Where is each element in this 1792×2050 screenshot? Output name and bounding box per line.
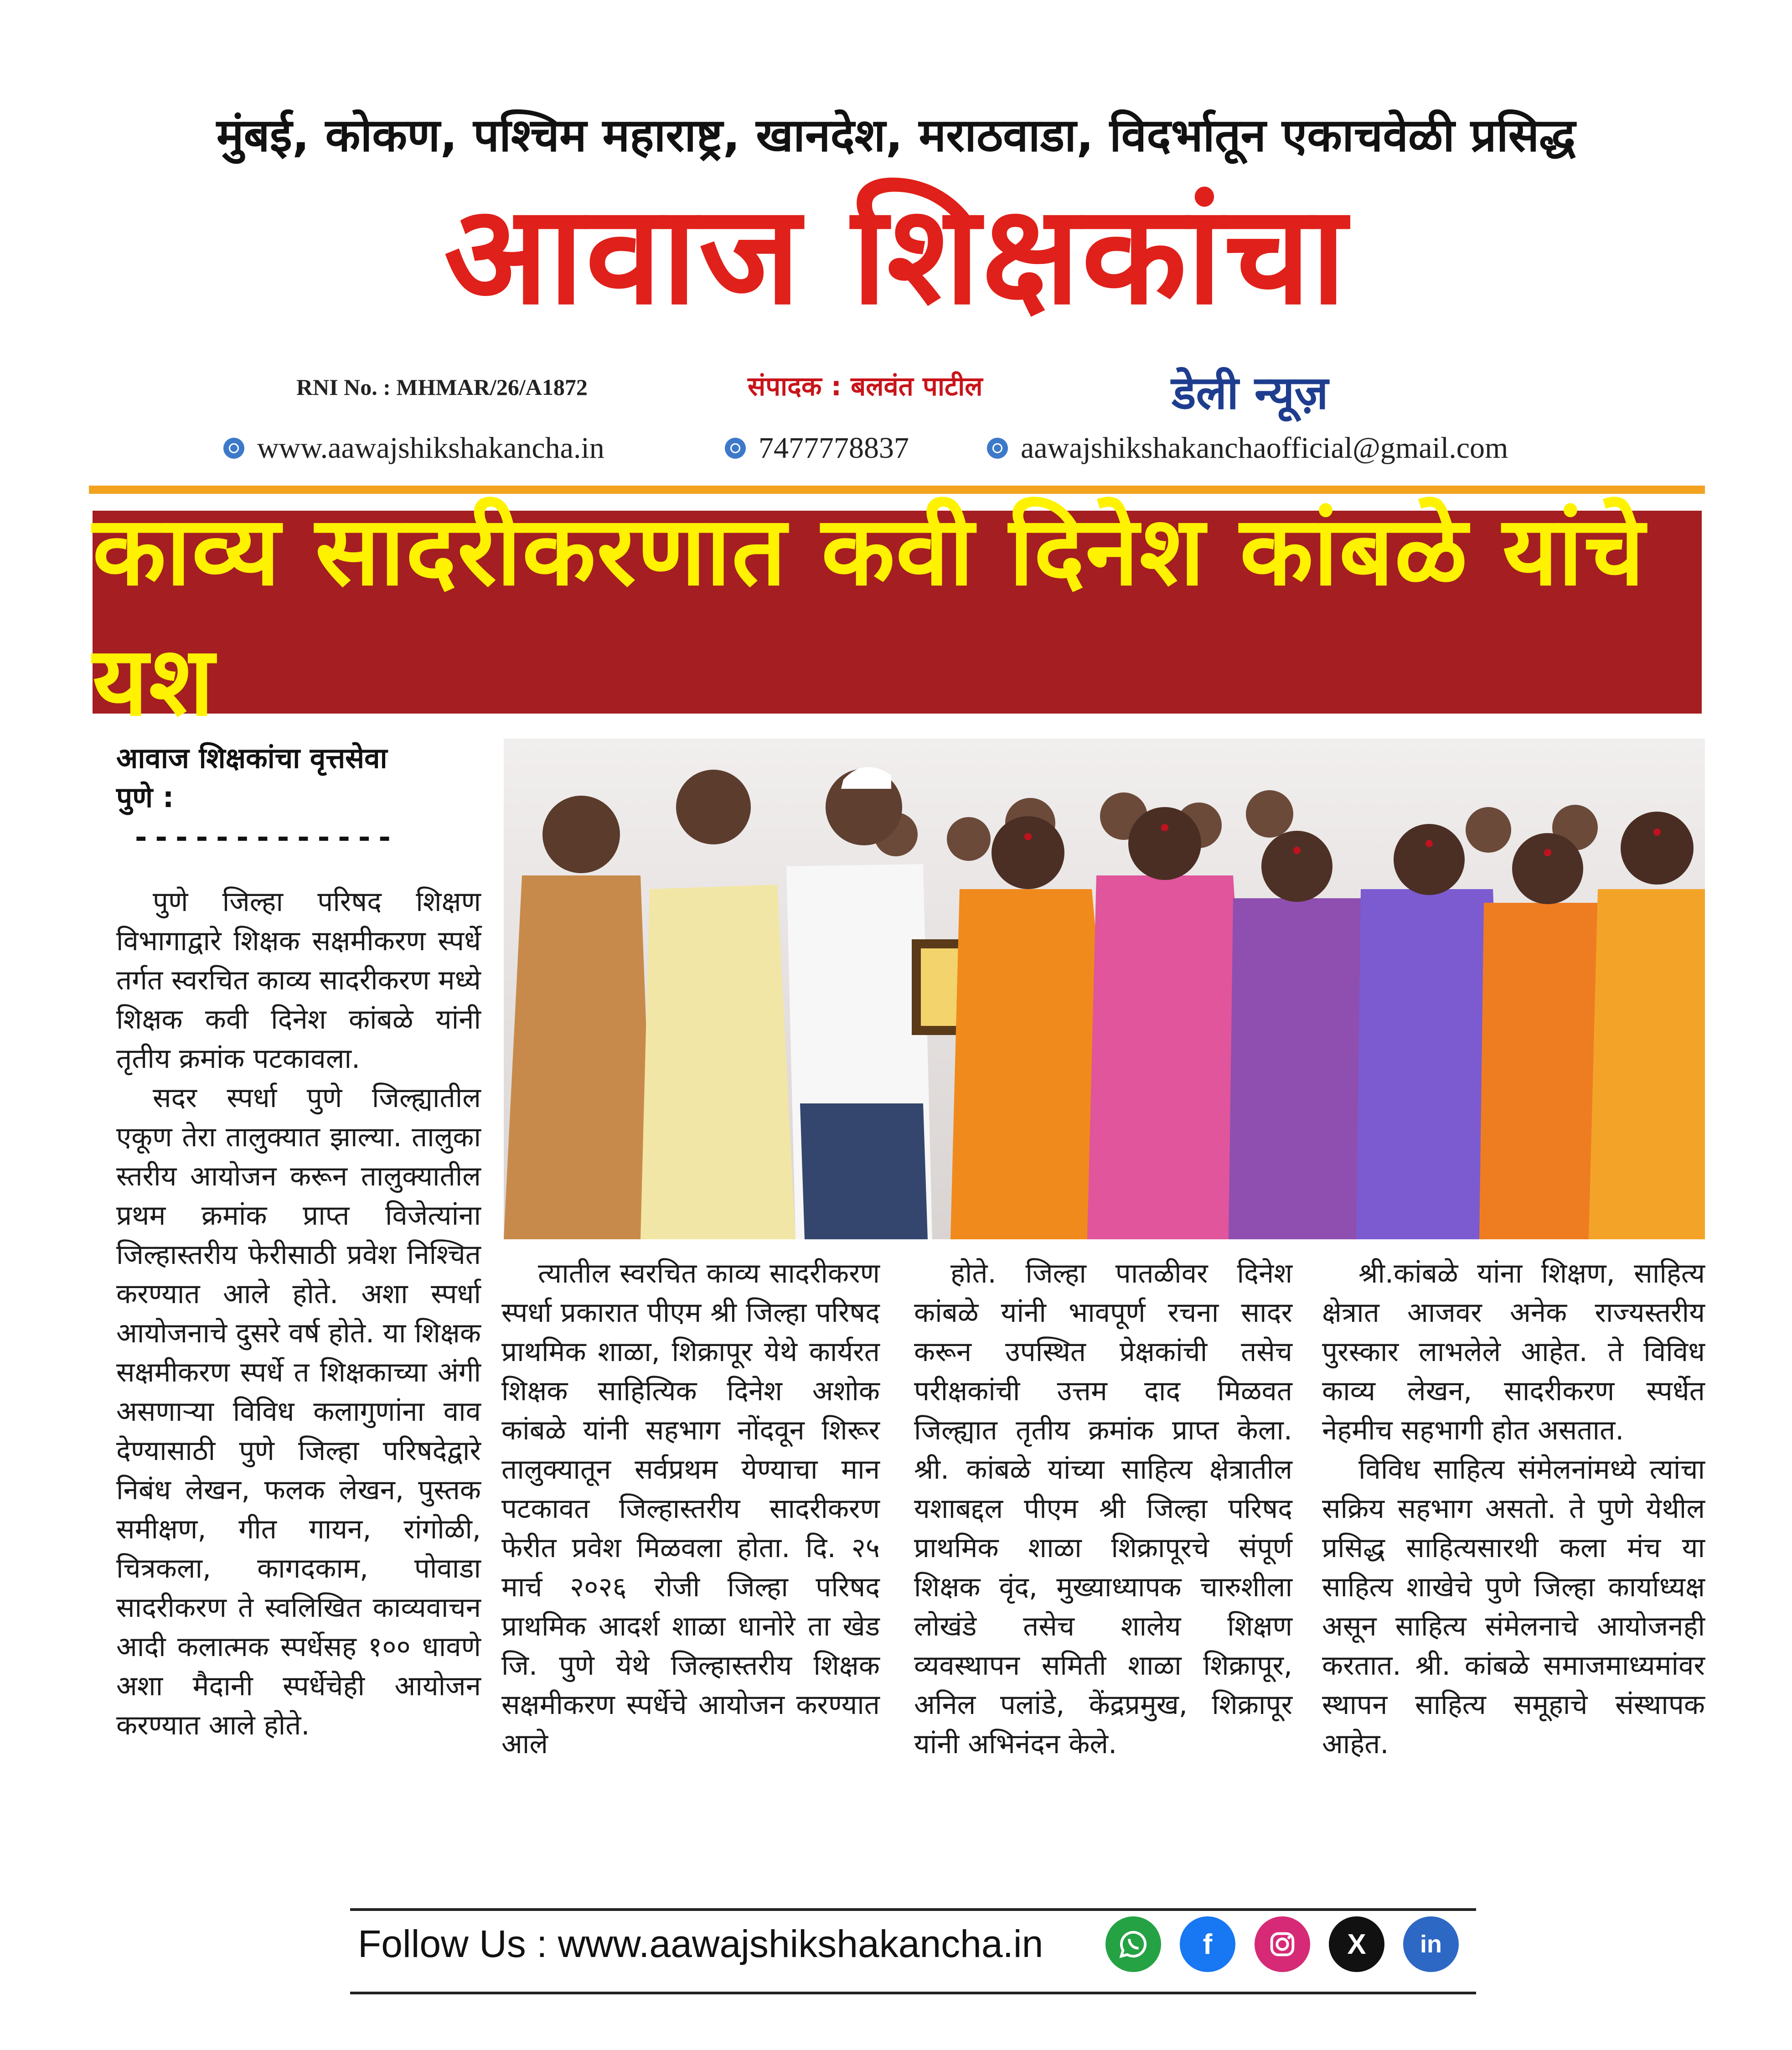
email-text: aawajshikshakanchaofficial@gmail.com xyxy=(1021,431,1508,465)
footer-bottom-rule xyxy=(350,1992,1476,1994)
phone-text: 7477778837 xyxy=(759,431,909,465)
paragraph: सदर स्पर्धा पुणे जिल्ह्यातील एकूण तेरा तालुक्यात झाल्या. तालुका स्तरीय आयोजन करून तालुक्यातील प्रथम क्रमांक प्राप्त विजेत्यांना जिल्हास्तरीय फेरीसाठी प्रवेश निश्चित करण्यात आले होते. अशा स्पर्धा आयोजनाचे दुसरे वर्ष होते. या शिक्षक सक्षमीकरण स्पर्धे त शिक्षकाच्या अंगी असणाऱ्या विविध कलागुणांना वाव देण्यासाठी पुणे जिल्हा परिषदेद्वारे निबंध लेखन, फलक लेखन, पुस्तक समीक्षण, गीत गायन, रांगोळी, चित्रकला, कागदकाम, पोवाडा सादरीकरण ते स्वलिखित काव्यवाचन आदी कलात्मक स्पर्धेसह १०० धावणे अशा मैदानी स्पर्धेचेही आयोजन करण्यात आले होते. xyxy=(116,1082,481,1741)
article-column-1 xyxy=(116,882,481,1745)
photo-illustration xyxy=(504,739,1705,1239)
article-column-3 xyxy=(914,1254,1292,1764)
paragraph: होते. जिल्हा पातळीवर दिनेश कांबळे यांनी भावपूर्ण रचना सादर करून उपस्थित प्रेक्षकांची तसेच परीक्षकांची उत्तम दाद मिळवत जिल्ह्यात तृतीय क्रमांक प्राप्त केला. श्री. कांबळे यांच्या साहित्य क्षेत्रातील यशाबद्दल पीएम श्री जिल्हा परिषद प्राथमिक शाळा शिक्रापूरचे संपूर्ण शिक्षक वृंद, मुख्याध्यापक चारुशीला लोखंडे तसेच शालेय शिक्षण व्यवस्थापन समिती शाळा शिक्रापूर, अनिल पलांडे, केंद्रप्रमुख, शिक्रापूर यांनी अभिनंदन केले. xyxy=(914,1258,1292,1760)
website-text: www.aawajshikshakancha.in xyxy=(257,431,604,465)
paragraph: श्री.कांबळे यांना शिक्षण, साहित्य क्षेत्रात आजवर अनेक राज्यस्तरीय पुरस्कार लाभलेले आहेत. ते विविध काव्य लेखन, सादरीकरण स्पर्धेत नेहमीच सहभागी होत असतात. xyxy=(1322,1258,1705,1446)
paragraph: पुणे जिल्हा परिषद शिक्षण विभागाद्वारे शिक्षक सक्षमीकरण स्पर्धे तर्गत स्वरचित काव्य सादरीकरण मध्ये शिक्षक कवी दिनेश कांबळे यांनी तृतीय क्रमांक पटकावला. xyxy=(116,886,481,1075)
x-icon[interactable]: X xyxy=(1329,1916,1384,1972)
daily-news-label: डेली न्यूज़ xyxy=(1172,366,1328,419)
byline-divider: ------------- xyxy=(132,821,396,854)
email-icon xyxy=(987,438,1008,459)
follow-us-text[interactable]: Follow Us : www.aawajshikshakancha.in xyxy=(358,1922,1043,1965)
byline xyxy=(116,739,481,817)
award-ceremony-photo xyxy=(504,739,1705,1239)
footer-top-rule xyxy=(350,1908,1476,1911)
phone-contact[interactable] xyxy=(725,431,909,466)
tagline: मुंबई, कोकण, पश्चिम महाराष्ट्र, खानदेश, मराठवाडा, विदर्भातून एकाचवेळी प्रसिद्ध xyxy=(216,109,1576,162)
linkedin-icon[interactable]: in xyxy=(1403,1916,1459,1972)
whatsapp-icon[interactable] xyxy=(1105,1916,1161,1972)
rni-number: RNI No. : MHMAR/26/A1872 xyxy=(296,374,588,400)
instagram-icon[interactable] xyxy=(1255,1916,1310,1972)
paragraph: त्यातील स्वरचित काव्य सादरीकरण स्पर्धा प्रकारात पीएम श्री जिल्हा परिषद प्राथमिक शाळा, शिक्रापूर येथे कार्यरत शिक्षक साहित्यिक दिनेश अशोक कांबळे यांनी सहभाग नोंदवून शिरूर तालुक्यातून सर्वप्रथम येण्याचा मान पटकावत जिल्हास्तरीय सादरीकरण फेरीत प्रवेश मिळवला होता. दि. २५ मार्च २०२६ रोजी जिल्हा परिषद प्राथमिक आदर्श शाळा धानोरे ता खेड जि. पुणे येथे जिल्हास्तरीय शिक्षक सक्षमीकरण स्पर्धेचे आयोजन करण्यात आले xyxy=(501,1258,880,1760)
phone-icon xyxy=(725,438,746,459)
headline: काव्य सादरीकरणात कवी दिनेश कांबळे यांचे यश xyxy=(93,495,1646,737)
editor-name: संपादक : बलवंत पाटील xyxy=(748,371,983,402)
website-contact[interactable] xyxy=(223,431,604,466)
byline-agency: आवाज शिक्षकांचा वृत्तसेवा xyxy=(116,741,387,775)
paragraph: विविध साहित्य संमेलनांमध्ये त्यांचा सक्रिय सहभाग असतो. ते पुणे येथील प्रसिद्ध साहित्यसारथी कला मंच या साहित्य शाखेचे पुणे जिल्हा कार्याध्यक्ष असून साहित्य संमेलनाचे आयोजनही करतात. श्री. कांबळे समाजमाध्यमांवर स्थापन साहित्य समूहाचे संस्थापक आहेत. xyxy=(1322,1454,1705,1760)
masthead-title: आवाज शिक्षकांचा xyxy=(444,176,1348,335)
article-column-4 xyxy=(1322,1254,1705,1764)
globe-icon xyxy=(223,438,244,459)
byline-location: पुणे : xyxy=(116,781,174,814)
email-contact[interactable] xyxy=(987,431,1508,466)
article-column-2 xyxy=(501,1254,880,1764)
facebook-icon[interactable]: f xyxy=(1180,1916,1235,1972)
